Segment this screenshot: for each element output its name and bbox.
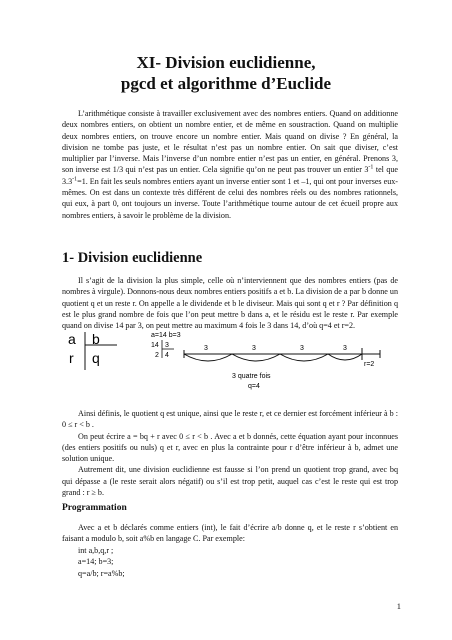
code-line: int a,b,q,r ; <box>78 546 114 555</box>
section-p2: Ainsi définis, le quotient q est unique, ainsi que le reste r, et ce dernier est forcément inférieur à b : 0 ≤ r < b . <box>62 409 398 430</box>
section-heading: 1- Division euclidienne <box>62 250 203 266</box>
programmation-p1: Avec a et b déclarés comme entiers (int), le fait d’écrire a/b donne q, et le reste r s’obtient en faisant a modulo b, soit a%b en langage C. Par exemple: <box>62 523 398 544</box>
segment-4-label: 3 <box>343 345 347 352</box>
intro-text-c: =1. En fait les seuls nombres entiers ayant un inverse entier sont 1 et –1, qui ont pour inverses eux-mêmes. On est dans un contexte très différent de celui des nombres réels ou des nombres rationnels, qui eux, à part 0, ont toujours un inverse. Toute l’arithmétique tourne autour de cet écueil propre aux nombres entiers, à savoir le problème de la division. <box>62 176 398 220</box>
intro-text-a: L’arithmétique consiste à travailler exclusivement avec des nombres entiers. Quand on additionne deux nombres entiers, on obtient un nombre entier, et de même en soustraction. Quand on multiplie deux nombres entiers, on trouve encore un nombre entier. Mais quand on divise ? En général, la division ne tombe pas juste, et le résultat n’est pas un nombre entier. On sait que diviser, c’est multiplier par l’inverse. Mais l’inverse d’un nombre entier n’est pas un entier, en général. Prenons 3, son inverse est 1/3 qui n’est pas un entier. Cela signifie qu’on ne peut pas trouver un entier 3 <box>62 109 398 175</box>
quotient-arcs <box>184 354 362 361</box>
section-p3: On peut écrire a = bq + r avec 0 ≤ r < b . Avec a et b donnés, cette équation ayant pour inconnues (des entiers positifs ou nuls) q et r, avec en plus la contrainte pour r d’être inférieur à b, admet une solution unique. <box>62 431 398 464</box>
segment-3-label: 3 <box>300 345 304 352</box>
diagram-a: a <box>68 331 76 347</box>
programmation-heading: Programmation <box>62 503 127 513</box>
intro-sup-1: -1 <box>368 164 374 171</box>
page-title <box>0 52 452 94</box>
section-p1: Il s’agit de la division la plus simple, celle où n’interviennent que des nombres entiers (pas de nombres à virgule). Donnons-nous deux nombres entiers positifs a et b. La division de a par b donne un quotient q et un reste r. On appelle a le dividende et b le diviseur. Mais qui sont q et r ? Par définition q est le plus grand nombre de fois que l’on peut mettre b dans a, et le résidu est le reste r. Par exemple quand on divise 14 par 3, on peut mettre au maximum 4 fois le 3 dans 14, d’où q=4 et r=2. <box>62 276 398 331</box>
remainder-label: r=2 <box>364 361 375 368</box>
title-line-2: pgcd et algorithme d’Euclide <box>120 74 332 93</box>
diagram-n4: 4 <box>165 352 169 359</box>
programmation-paragraph <box>62 522 398 545</box>
diagram-n3: 3 <box>165 342 169 349</box>
quotient-caption: 3 quatre fois <box>232 373 271 380</box>
diagram-q: q <box>92 350 100 366</box>
code-snippet <box>78 545 125 579</box>
code-line: q=a/b; r=a%b; <box>78 568 125 578</box>
diagram-r: r <box>69 350 74 366</box>
quotient-label: q=4 <box>248 383 260 390</box>
segment-1-label: 3 <box>204 345 208 352</box>
section-paragraph-1 <box>62 275 398 331</box>
diagram-n14: 14 <box>151 342 159 349</box>
title-line-1: XI- Division euclidienne, <box>136 53 316 72</box>
intro-sup-2: -1 <box>72 176 78 183</box>
intro-text-b: tel que 3.3 <box>62 165 398 186</box>
segment-2-label: 3 <box>252 345 256 352</box>
intro-paragraph <box>62 108 398 221</box>
diagram-n2: 2 <box>155 352 159 359</box>
diagram-b: b <box>92 331 100 347</box>
division-diagram <box>62 328 402 394</box>
diagram-header: a=14 b=3 <box>151 332 181 339</box>
page-number: 1 <box>396 601 401 611</box>
code-line: a=14; b=3; <box>78 557 114 567</box>
section-paragraphs <box>62 408 398 498</box>
section-p4: Autrement dit, une division euclidienne est fausse si l’on prend un quotient trop grand, avec bq qui dépasse a (le reste serait alors négatif) ou s’il est trop petit, auquel cas c’est le reste qui est trop grand : r ≥ b. <box>62 465 398 498</box>
